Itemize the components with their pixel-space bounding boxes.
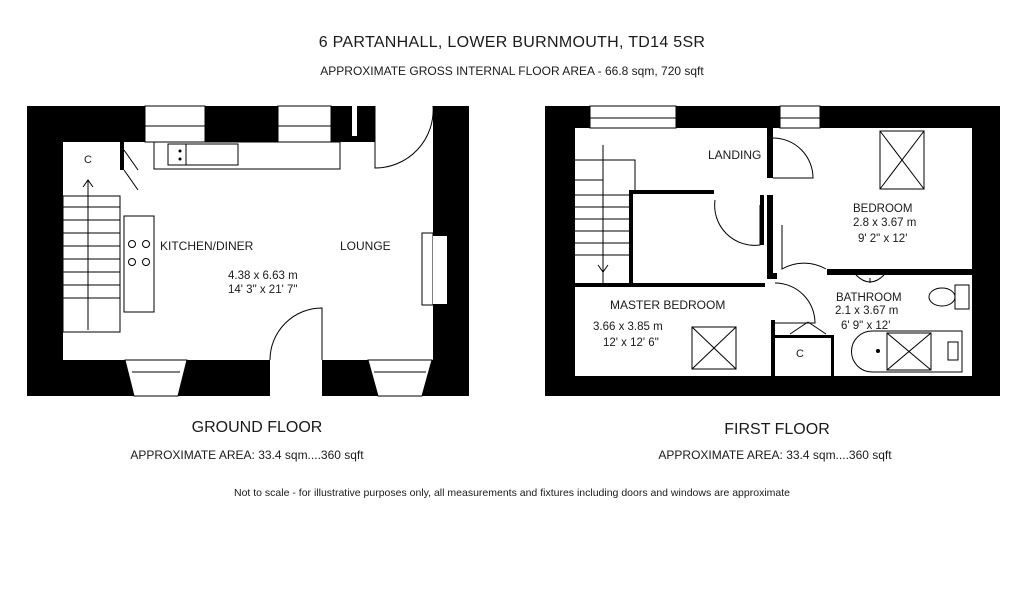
bedroom-dim-metric: 2.8 x 3.67 m <box>853 217 917 229</box>
first-wall-cupboard <box>771 320 775 376</box>
bedroom-label: BEDROOM <box>853 203 913 215</box>
first-wall-bedroom-bathroom <box>827 269 972 275</box>
bathroom-dim-metric: 2.1 x 3.67 m <box>835 305 899 317</box>
ground-window-bottom-left <box>125 360 187 396</box>
bath-icon <box>851 331 962 372</box>
bedroom-dim-imperial: 9' 2" x 12' <box>858 233 908 245</box>
first-floor-title: FIRST FLOOR <box>724 421 830 438</box>
first-cupboard-label: C <box>796 348 804 360</box>
master-dim-imperial: 12' x 12' 6" <box>603 337 659 349</box>
disclaimer-note: Not to scale - for illustrative purposes only, all measurements and fixtures including doors and windows are approximate <box>234 487 790 499</box>
ground-window-right-recess <box>433 236 447 304</box>
ground-sink <box>168 144 238 165</box>
ground-dim-metric: 4.38 x 6.63 m <box>228 270 298 282</box>
ground-window-top-left <box>145 106 205 142</box>
lounge-label: LOUNGE <box>340 239 391 253</box>
ground-back-door-opening <box>270 360 322 396</box>
first-wall-stair-top <box>629 190 714 194</box>
first-wall-stair-right <box>629 190 633 283</box>
ground-dim-imperial: 14' 3" x 21' 7" <box>228 284 298 296</box>
ground-window-bottom-right <box>368 360 432 396</box>
first-wall-master-top <box>575 283 765 287</box>
ground-cupboard-label: C <box>84 154 92 166</box>
ground-floor-area: APPROXIMATE AREA: 33.4 sqm....360 sqft <box>130 448 364 462</box>
master-bedroom-label: MASTER BEDROOM <box>610 298 726 312</box>
bathroom-label: BATHROOM <box>836 292 902 304</box>
first-window-top-right <box>780 106 820 128</box>
landing-label: LANDING <box>708 148 762 162</box>
bathroom-dim-imperial: 6' 9" x 12' <box>841 320 891 332</box>
master-dim-metric: 3.66 x 3.85 m <box>593 321 663 333</box>
gross-floor-area: APPROXIMATE GROSS INTERNAL FLOOR AREA - 66.8 sqm, 720 sqft <box>320 64 704 78</box>
first-floor-area: APPROXIMATE AREA: 33.4 sqm....360 sqft <box>658 448 892 462</box>
ground-front-door-opening <box>375 106 433 142</box>
ground-floor-title: GROUND FLOOR <box>191 419 323 436</box>
first-wall-landing-bedroom-top <box>767 128 773 178</box>
ground-window-small <box>352 106 357 136</box>
kitchen-diner-label: KITCHEN/DINER <box>160 239 254 253</box>
ground-floor-plan <box>27 106 469 396</box>
first-window-top-left <box>590 106 676 128</box>
ground-cupboard-wall <box>120 142 124 170</box>
first-floor-plan <box>545 106 1000 396</box>
first-wall-landing-bedroom <box>767 195 773 273</box>
property-address: 6 PARTANHALL, LOWER BURNMOUTH, TD14 5SR <box>318 34 706 51</box>
ground-window-right <box>422 233 433 305</box>
ground-hob-worktop <box>124 216 154 312</box>
ground-window-top-mid <box>278 106 331 142</box>
